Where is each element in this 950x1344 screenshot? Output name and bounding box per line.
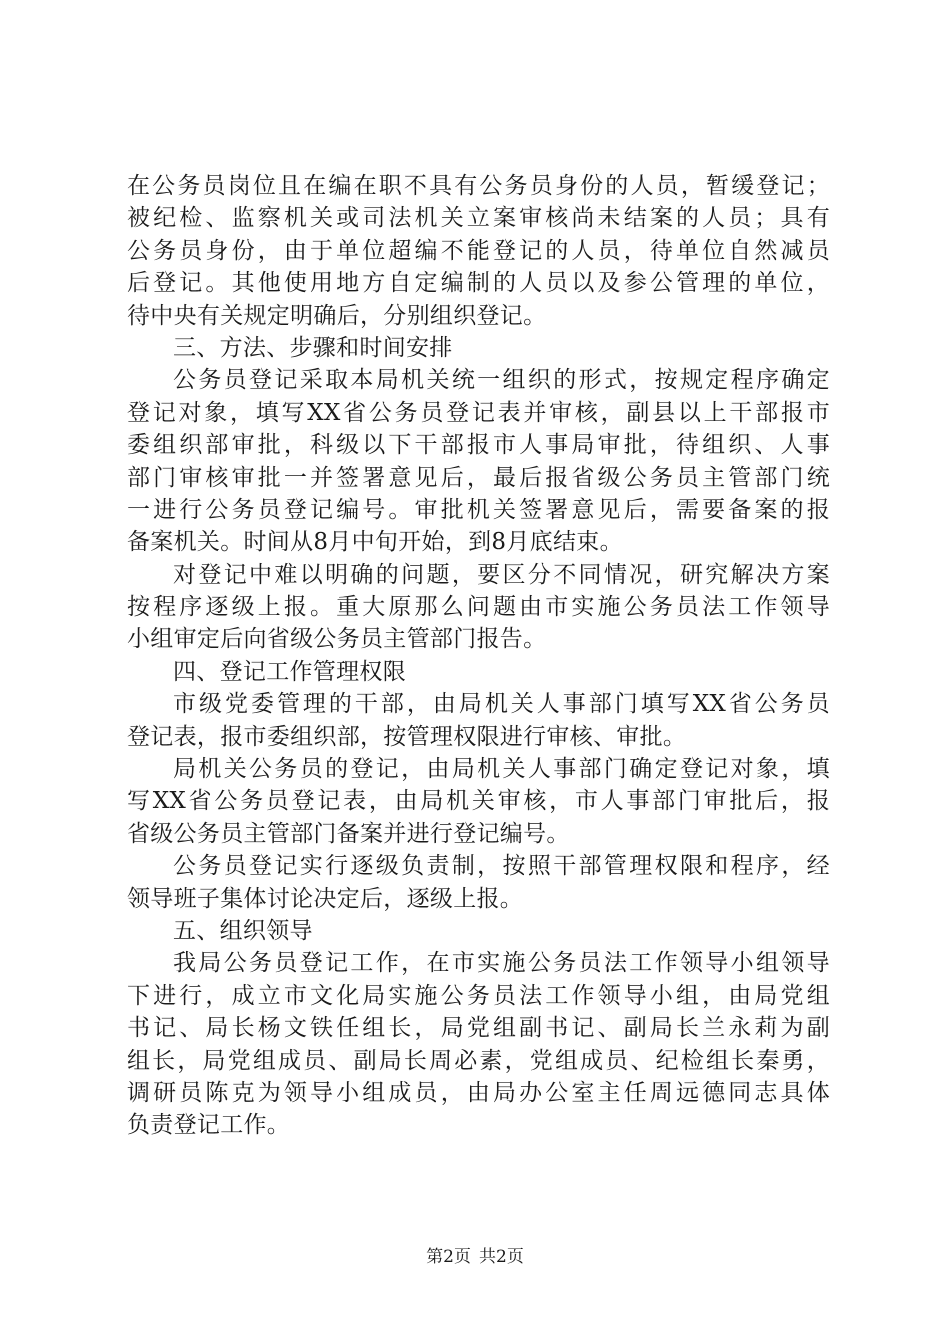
section-heading: 五、组织领导 xyxy=(173,917,313,944)
text-line: 公务员登记采取本局机关统一组织的形式，按规定程序确定 xyxy=(173,367,830,394)
text-line: 下进行，成立市文化局实施公务员法工作领导小组，由局党组 xyxy=(127,982,830,1009)
text-line: 我局公务员登记工作，在市实施公务员法工作领导小组领导 xyxy=(173,950,830,977)
text-line: 局机关公务员的登记，由局机关人事部门确定登记对象，填 xyxy=(173,756,830,783)
text-line: 部门审核审批一并签署意见后，最后报省级公务员主管部门统 xyxy=(127,464,830,491)
text-line: 后登记。其他使用地方自定编制的人员以及参公管理的单位， xyxy=(127,270,830,297)
page-total: 共2页 xyxy=(479,1247,524,1267)
text-line: 负责登记工作。 xyxy=(127,1112,291,1139)
text-line: 公务员登记实行逐级负责制，按照干部管理权限和程序，经 xyxy=(173,853,830,880)
text-line: 被纪检、监察机关或司法机关立案审核尚未结案的人员；具有 xyxy=(127,205,830,232)
section-heading: 三、方法、步骤和时间安排 xyxy=(173,334,453,361)
text-line: 领导班子集体讨论决定后，逐级上报。 xyxy=(127,885,524,912)
document-body xyxy=(127,170,830,1142)
text-line: 待中央有关规定明确后，分别组织登记。 xyxy=(127,302,547,329)
text-line: 登记表，报市委组织部，按管理权限进行审核、审批。 xyxy=(127,723,687,750)
text-line: 组长，局党组成员、副局长周必素，党组成员、纪检组长秦勇， xyxy=(127,1047,830,1074)
text-line: 写XX省公务员登记表，由局机关审核，市人事部门审批后，报 xyxy=(127,788,830,815)
text-line: 委组织部审批，科级以下干部报市人事局审批，待组织、人事 xyxy=(127,432,830,459)
text-line: 对登记中难以明确的问题，要区分不同情况，研究解决方案 xyxy=(173,561,830,588)
text-line: 调研员陈克为领导小组成员，由局办公室主任周远德同志具体 xyxy=(127,1079,830,1106)
text-line: 小组审定后向省级公务员主管部门报告。 xyxy=(127,626,547,653)
text-line: 按程序逐级上报。重大原那么问题由市实施公务员法工作领导 xyxy=(127,594,830,621)
text-line: 备案机关。时间从8月中旬开始，到8月底结束。 xyxy=(127,529,623,556)
text-line: 在公务员岗位且在编在职不具有公务员身份的人员，暂缓登记； xyxy=(127,173,830,199)
section-heading: 四、登记工作管理权限 xyxy=(173,658,406,685)
text-line: 一进行公务员登记编号。审批机关签署意见后，需要备案的报 xyxy=(127,496,830,523)
page-number: 第2页 xyxy=(426,1247,471,1267)
page-footer xyxy=(0,1246,950,1268)
text-line: 公务员身份，由于单位超编不能登记的人员，待单位自然减员 xyxy=(127,237,830,264)
text-line: 书记、局长杨文铁任组长，局党组副书记、副局长兰永莉为副 xyxy=(127,1015,830,1042)
text-line: 市级党委管理的干部，由局机关人事部门填写XX省公务员 xyxy=(173,691,830,718)
text-line: 登记对象，填写XX省公务员登记表并审核，副县以上干部报市 xyxy=(127,399,830,426)
text-line: 省级公务员主管部门备案并进行登记编号。 xyxy=(127,820,570,847)
